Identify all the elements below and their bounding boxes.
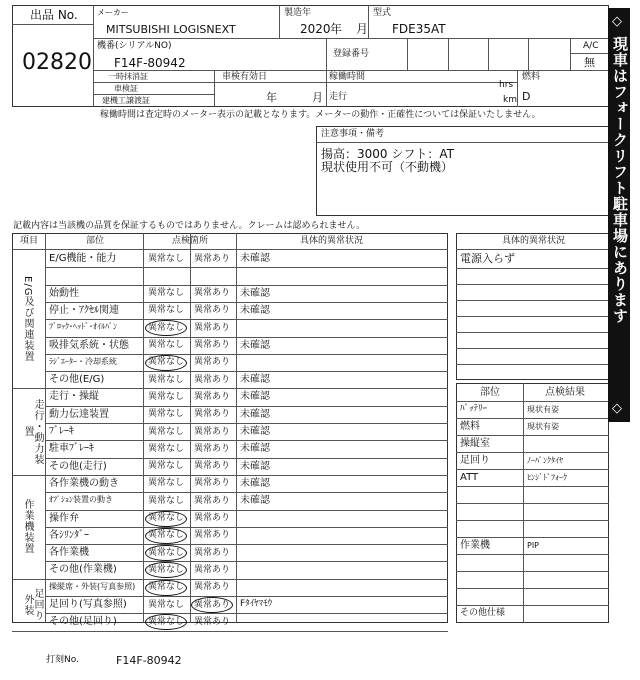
remarks-line2: 現状使用不可（不動機） bbox=[321, 160, 454, 174]
check-ng: 異常あり bbox=[194, 530, 231, 541]
disclaimer: 記載内容は当該機の品質を保証するものではありません。クレームは認められません。 bbox=[13, 221, 366, 231]
year-value: 2020 bbox=[300, 22, 331, 36]
col-item: 項目 bbox=[20, 236, 39, 246]
check-ok: 異常なし bbox=[148, 599, 185, 610]
check-ng: 異常あり bbox=[194, 391, 231, 402]
check-ng: 異常あり bbox=[194, 616, 231, 627]
check-ok: 異常なし bbox=[148, 495, 185, 506]
check-ng: 異常あり bbox=[194, 305, 231, 316]
reg-label: 登録番号 bbox=[333, 49, 370, 59]
check-ng: 異常あり bbox=[194, 547, 231, 558]
vehicle-cert: 車検証 bbox=[114, 84, 138, 93]
row-part: 操縦席・外装(写真参照) bbox=[49, 581, 136, 591]
remarks-label: 注意事項・備考 bbox=[321, 129, 385, 139]
km-unit: km bbox=[503, 95, 517, 105]
hours-notice: 稼働時間は査定時のメーター表示の記載となります。メーターの動作・正確性については保証いたしません。 bbox=[100, 110, 541, 120]
serial-label: 機番(シリアルNO) bbox=[97, 41, 172, 51]
check-ng: 異常あり bbox=[194, 253, 231, 264]
row-detail: 未確認 bbox=[240, 339, 270, 351]
selected-ok-mark bbox=[145, 545, 187, 561]
check-ng: 異常あり bbox=[194, 461, 231, 472]
row-detail: 未確認 bbox=[240, 391, 270, 403]
check-ok: 異常なし bbox=[148, 357, 185, 368]
check-ng: 異常あり bbox=[194, 443, 231, 454]
check-ng: 異常あり bbox=[194, 357, 231, 368]
row-part: 操作弁 bbox=[49, 512, 79, 524]
check-ok: 異常なし bbox=[148, 426, 185, 437]
results-part: ATT bbox=[460, 472, 479, 483]
results-part: 足回り bbox=[460, 455, 490, 466]
row-detail: 未確認 bbox=[240, 304, 270, 316]
check-ng: 異常あり bbox=[194, 340, 231, 350]
selected-ok-mark bbox=[145, 580, 187, 596]
group-label: 足回り外装 bbox=[22, 588, 43, 622]
row-part: その他(作業機) bbox=[49, 564, 117, 576]
check-ok: 異常なし bbox=[148, 322, 185, 333]
maker-label: メーカー bbox=[97, 8, 129, 17]
group-label: E/G及び関連装置 bbox=[22, 275, 33, 363]
travel-label: 走行 bbox=[329, 92, 348, 102]
fuel-value: D bbox=[522, 90, 531, 103]
group-label: 走行・動力装置 bbox=[22, 398, 43, 465]
results-part: その他仕様 bbox=[460, 608, 506, 618]
insp-month-unit: 月 bbox=[312, 91, 323, 104]
check-ok: 異常なし bbox=[148, 461, 185, 472]
stamp-value: F14F-80942 bbox=[116, 654, 182, 667]
check-ng: 異常あり bbox=[194, 582, 231, 593]
insp-year-unit: 年 bbox=[266, 91, 277, 104]
inspection-label: 車検有効日 bbox=[222, 72, 268, 82]
row-part: ｵﾌﾟｼｮﾝ装置の動き bbox=[49, 495, 113, 505]
lot-label: 出品 No. bbox=[30, 8, 78, 22]
check-ok: 異常なし bbox=[148, 374, 185, 385]
check-ok: 異常なし bbox=[148, 288, 185, 299]
check-ok: 異常なし bbox=[148, 305, 185, 316]
maker-value: MITSUBISHI LOGISNEXT bbox=[106, 23, 236, 36]
check-ng: 異常あり bbox=[194, 478, 231, 489]
results-value: ﾉｰﾊﾟﾝｸﾀｲﾔ bbox=[527, 456, 563, 465]
results-part: 燃料 bbox=[460, 421, 480, 432]
stamp-label: 打刻No. bbox=[46, 655, 79, 665]
check-ok: 異常なし bbox=[148, 340, 185, 350]
month-unit: 月 bbox=[356, 22, 369, 36]
row-part: 吸排気系統・状態 bbox=[49, 339, 129, 351]
sidebar-text: 現車はフォークリフト駐車場にあります bbox=[611, 36, 629, 324]
results-part: 作業機 bbox=[460, 540, 490, 551]
results-col-part: 部位 bbox=[480, 387, 500, 398]
row-detail: 未確認 bbox=[240, 460, 270, 472]
check-ok: 異常なし bbox=[148, 564, 185, 575]
check-ng: 異常あり bbox=[194, 374, 231, 385]
results-value: 現状有姿 bbox=[527, 422, 559, 431]
check-ok: 異常なし bbox=[148, 530, 185, 541]
check-ok: 異常なし bbox=[148, 253, 185, 264]
check-ng: 異常あり bbox=[194, 564, 231, 575]
row-part: その他(足回り) bbox=[49, 616, 117, 628]
fuel-label: 燃料 bbox=[522, 72, 541, 82]
row-detail: 未確認 bbox=[240, 443, 270, 455]
model-label: 型式 bbox=[373, 8, 392, 18]
results-value: ﾋﾝｼﾞﾄﾞﾌｫｰｸ bbox=[527, 473, 567, 482]
construction-cert: 建機工譲渡証 bbox=[102, 96, 150, 105]
check-ok: 異常なし bbox=[148, 513, 185, 523]
group-label: 作業機装置 bbox=[22, 499, 33, 555]
check-ok: 異常なし bbox=[148, 391, 185, 402]
ac-value: 無 bbox=[584, 56, 595, 69]
check-ng: 異常あり bbox=[194, 288, 231, 299]
hours-label: 稼働時間 bbox=[329, 72, 366, 82]
row-part: 始動性 bbox=[49, 287, 79, 299]
results-part: ﾊﾞｯﾃﾘｰ bbox=[460, 404, 488, 414]
check-ng: 異常あり bbox=[194, 513, 231, 523]
check-ok: 異常なし bbox=[148, 616, 185, 627]
model-value: FDE35AT bbox=[392, 22, 446, 36]
row-part: その他(E/G) bbox=[49, 374, 105, 386]
row-detail: 未確認 bbox=[240, 253, 270, 264]
row-part: 足回り(写真参照) bbox=[49, 599, 127, 610]
check-ng: 異常あり bbox=[194, 426, 231, 437]
row-detail: 未確認 bbox=[240, 426, 270, 437]
row-detail: Fﾀｲﾔﾏﾓｳ bbox=[240, 599, 273, 609]
sidebar-diamond-bottom: ◇ bbox=[612, 401, 622, 416]
row-part: 各ｼﾘﾝﾀﾞｰ bbox=[49, 529, 89, 541]
ac-label: A/C bbox=[583, 41, 599, 51]
lot-number: 02820 bbox=[22, 50, 92, 75]
selected-ok-mark bbox=[145, 614, 187, 630]
col-detail: 具体的異常状況 bbox=[300, 236, 364, 246]
row-detail: 未確認 bbox=[240, 408, 270, 420]
row-detail: 未確認 bbox=[240, 287, 270, 299]
selected-ok-mark bbox=[145, 511, 187, 527]
temp-permit: 一時抹消証 bbox=[108, 72, 148, 81]
row-part: ﾌﾞﾛｯｸ･ﾍｯﾄﾞ･ｵｲﾙﾊﾟﾝ bbox=[49, 322, 117, 332]
row-detail: 未確認 bbox=[240, 374, 270, 386]
year-label: 製造年 bbox=[284, 8, 312, 18]
row-detail: 未確認 bbox=[240, 477, 270, 489]
results-col-result: 点検結果 bbox=[545, 387, 585, 398]
row-part: 走行・操縦 bbox=[49, 391, 99, 403]
year-unit: 年 bbox=[330, 22, 343, 36]
hours-unit: hrs bbox=[499, 80, 514, 90]
row-part: 駐車ﾌﾞﾚｰｷ bbox=[49, 443, 94, 455]
row-part: ﾗｼﾞｴｰﾀｰ・冷却系統 bbox=[49, 356, 117, 366]
check-ok: 異常なし bbox=[148, 547, 185, 558]
selected-ok-mark bbox=[145, 528, 187, 544]
selected-ok-mark bbox=[145, 355, 187, 371]
check-ng: 異常あり bbox=[194, 322, 231, 333]
row-part: 動力伝達装置 bbox=[49, 408, 109, 420]
results-value: PIP bbox=[527, 541, 540, 550]
selected-ng-mark bbox=[191, 597, 233, 613]
remarks-line1: 揚高：3000 シフト：AT bbox=[321, 147, 454, 161]
check-ng: 異常あり bbox=[194, 495, 231, 506]
row-part: 各作業機の動き bbox=[49, 477, 119, 489]
right-detail-header: 具体的異常状況 bbox=[502, 236, 566, 246]
check-ok: 異常なし bbox=[148, 582, 185, 593]
check-ng: 異常あり bbox=[194, 599, 231, 610]
check-ok: 異常なし bbox=[148, 409, 185, 420]
row-part: 停止・ｱｸｾﾙ関連 bbox=[49, 304, 119, 316]
col-part: 部位 bbox=[86, 236, 105, 246]
row-part: その他(走行) bbox=[49, 460, 107, 472]
row-part: 各作業機 bbox=[49, 547, 89, 559]
col-check: 点検箇所 bbox=[172, 236, 209, 246]
right-detail-row1: 電源入らず bbox=[460, 252, 515, 265]
serial-value: F14F-80942 bbox=[114, 56, 186, 70]
row-detail: 未確認 bbox=[240, 495, 270, 507]
check-ng: 異常あり bbox=[194, 409, 231, 420]
results-value: 現状有姿 bbox=[527, 405, 559, 414]
row-part: E/G機能・能力 bbox=[49, 253, 117, 264]
results-part: 操縦室 bbox=[460, 438, 490, 449]
header-block bbox=[12, 5, 609, 107]
sidebar-diamond-top: ◇ bbox=[612, 14, 622, 29]
location-sidebar bbox=[608, 8, 630, 422]
check-ok: 異常なし bbox=[148, 443, 185, 454]
check-ok: 異常なし bbox=[148, 478, 185, 489]
row-part: ﾌﾞﾚｰｷ bbox=[49, 426, 74, 437]
